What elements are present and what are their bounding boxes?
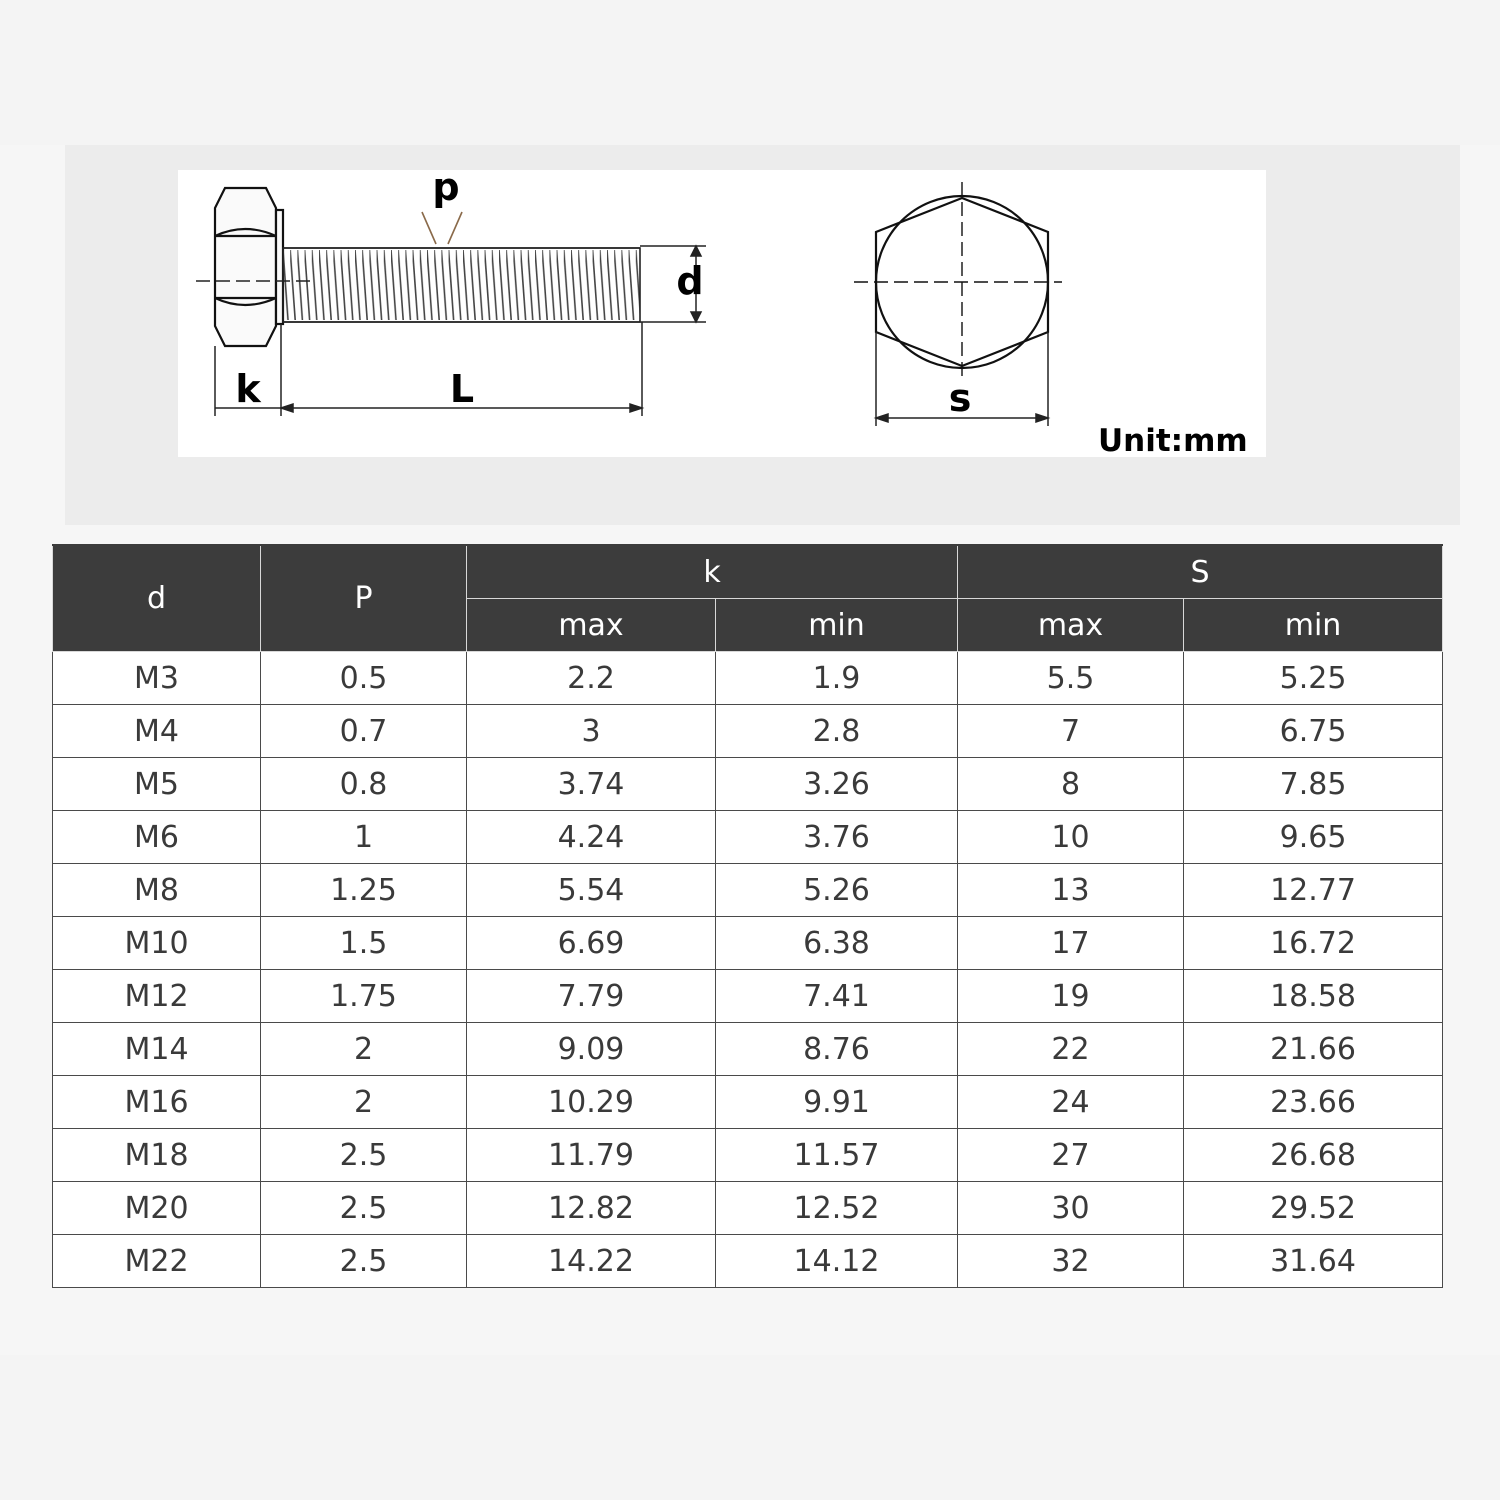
cell-pitch: 1.5 bbox=[261, 917, 467, 970]
cell-k-min: 3.76 bbox=[716, 811, 958, 864]
header-d: d bbox=[53, 545, 261, 652]
cell-s-max: 27 bbox=[958, 1129, 1184, 1182]
cell-k-max: 6.69 bbox=[467, 917, 716, 970]
table-row bbox=[53, 652, 1443, 705]
bolt-technical-drawing bbox=[178, 170, 1266, 457]
cell-s-min: 9.65 bbox=[1184, 811, 1443, 864]
cell-s-max: 5.5 bbox=[958, 652, 1184, 705]
cell-s-min: 12.77 bbox=[1184, 864, 1443, 917]
cell-k-max: 11.79 bbox=[467, 1129, 716, 1182]
cell-k-min: 6.38 bbox=[716, 917, 958, 970]
cell-k-max: 7.79 bbox=[467, 970, 716, 1023]
hex-head-end-view bbox=[854, 182, 1062, 382]
table-row bbox=[53, 1076, 1443, 1129]
table-row bbox=[53, 1129, 1443, 1182]
header-k-min: min bbox=[716, 599, 958, 652]
cell-s-min: 16.72 bbox=[1184, 917, 1443, 970]
cell-k-max: 10.29 bbox=[467, 1076, 716, 1129]
cell-s-max: 10 bbox=[958, 811, 1184, 864]
cell-pitch: 0.5 bbox=[261, 652, 467, 705]
cell-pitch: 2 bbox=[261, 1076, 467, 1129]
cell-s-max: 17 bbox=[958, 917, 1184, 970]
cell-pitch: 1 bbox=[261, 811, 467, 864]
cell-d: M12 bbox=[53, 970, 261, 1023]
cell-d: M6 bbox=[53, 811, 261, 864]
table-row bbox=[53, 970, 1443, 1023]
cell-d: M10 bbox=[53, 917, 261, 970]
cell-k-max: 14.22 bbox=[467, 1235, 716, 1288]
cell-k-min: 8.76 bbox=[716, 1023, 958, 1076]
cell-k-min: 9.91 bbox=[716, 1076, 958, 1129]
diameter-label: d bbox=[676, 259, 704, 303]
cell-k-max: 9.09 bbox=[467, 1023, 716, 1076]
cell-k-min: 3.26 bbox=[716, 758, 958, 811]
cell-s-max: 22 bbox=[958, 1023, 1184, 1076]
table-row bbox=[53, 758, 1443, 811]
header-s-max: max bbox=[958, 599, 1184, 652]
header-s-min: min bbox=[1184, 599, 1443, 652]
length-label: L bbox=[449, 367, 475, 411]
cell-s-max: 19 bbox=[958, 970, 1184, 1023]
cell-k-max: 3 bbox=[467, 705, 716, 758]
cell-s-max: 32 bbox=[958, 1235, 1184, 1288]
cell-pitch: 1.25 bbox=[261, 864, 467, 917]
bottom-margin-band bbox=[0, 1355, 1500, 1500]
cell-k-min: 12.52 bbox=[716, 1182, 958, 1235]
cell-d: M3 bbox=[53, 652, 261, 705]
k-L-dimension bbox=[215, 322, 642, 416]
table-row bbox=[53, 864, 1443, 917]
bolt-diagram-svg bbox=[178, 170, 1266, 457]
cell-pitch: 1.75 bbox=[261, 970, 467, 1023]
cell-k-max: 2.2 bbox=[467, 652, 716, 705]
cell-k-max: 4.24 bbox=[467, 811, 716, 864]
pitch-marker bbox=[422, 212, 462, 244]
cell-s-min: 18.58 bbox=[1184, 970, 1443, 1023]
cell-d: M5 bbox=[53, 758, 261, 811]
cell-k-max: 3.74 bbox=[467, 758, 716, 811]
cell-d: M18 bbox=[53, 1129, 261, 1182]
cell-s-min: 31.64 bbox=[1184, 1235, 1443, 1288]
cell-d: M14 bbox=[53, 1023, 261, 1076]
cell-d: M22 bbox=[53, 1235, 261, 1288]
cell-pitch: 2 bbox=[261, 1023, 467, 1076]
cell-d: M8 bbox=[53, 864, 261, 917]
cell-s-max: 13 bbox=[958, 864, 1184, 917]
cell-k-min: 14.12 bbox=[716, 1235, 958, 1288]
cell-s-max: 7 bbox=[958, 705, 1184, 758]
cell-k-min: 7.41 bbox=[716, 970, 958, 1023]
cell-k-max: 12.82 bbox=[467, 1182, 716, 1235]
cell-k-max: 5.54 bbox=[467, 864, 716, 917]
cell-s-max: 30 bbox=[958, 1182, 1184, 1235]
header-k: k bbox=[467, 545, 958, 599]
bolt-shank bbox=[283, 248, 640, 322]
across-flats-label: s bbox=[948, 376, 972, 420]
cell-d: M20 bbox=[53, 1182, 261, 1235]
table-row bbox=[53, 1023, 1443, 1076]
dimension-table bbox=[52, 544, 1442, 1288]
header-s: S bbox=[958, 545, 1443, 599]
cell-s-max: 24 bbox=[958, 1076, 1184, 1129]
table-row bbox=[53, 705, 1443, 758]
cell-k-min: 1.9 bbox=[716, 652, 958, 705]
cell-s-min: 21.66 bbox=[1184, 1023, 1443, 1076]
cell-k-min: 11.57 bbox=[716, 1129, 958, 1182]
header-pitch: P bbox=[261, 545, 467, 652]
cell-s-min: 23.66 bbox=[1184, 1076, 1443, 1129]
table-row bbox=[53, 1235, 1443, 1288]
table-row bbox=[53, 811, 1443, 864]
bolt-head bbox=[215, 188, 283, 346]
unit-label: Unit:mm bbox=[1098, 423, 1248, 459]
cell-s-min: 5.25 bbox=[1184, 652, 1443, 705]
cell-d: M4 bbox=[53, 705, 261, 758]
cell-s-min: 29.52 bbox=[1184, 1182, 1443, 1235]
cell-k-min: 2.8 bbox=[716, 705, 958, 758]
top-margin-band bbox=[0, 0, 1500, 145]
cell-s-min: 26.68 bbox=[1184, 1129, 1443, 1182]
cell-s-min: 6.75 bbox=[1184, 705, 1443, 758]
cell-pitch: 2.5 bbox=[261, 1182, 467, 1235]
cell-pitch: 2.5 bbox=[261, 1235, 467, 1288]
cell-d: M16 bbox=[53, 1076, 261, 1129]
cell-pitch: 0.8 bbox=[261, 758, 467, 811]
cell-s-max: 8 bbox=[958, 758, 1184, 811]
table-body bbox=[53, 652, 1443, 1288]
cell-k-min: 5.26 bbox=[716, 864, 958, 917]
table-row bbox=[53, 1182, 1443, 1235]
pitch-label: p bbox=[432, 170, 460, 209]
header-k-max: max bbox=[467, 599, 716, 652]
cell-pitch: 0.7 bbox=[261, 705, 467, 758]
head-height-label: k bbox=[235, 367, 261, 411]
table-row bbox=[53, 917, 1443, 970]
cell-pitch: 2.5 bbox=[261, 1129, 467, 1182]
cell-s-min: 7.85 bbox=[1184, 758, 1443, 811]
